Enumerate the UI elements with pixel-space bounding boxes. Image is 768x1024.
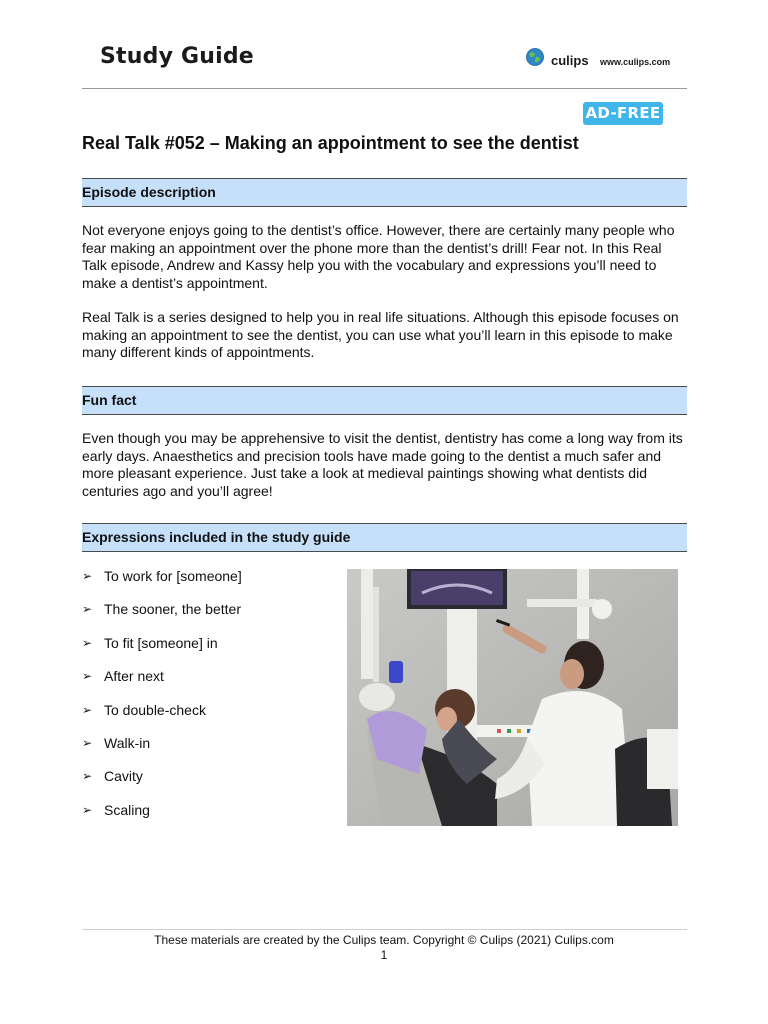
section-header-episode-description [82,178,687,207]
list-item [82,733,332,766]
logo-url[interactable]: www.culips.com [600,57,671,67]
header-divider [82,88,687,89]
dentist-photo [347,569,678,826]
arrowhead-bullet-icon: ➢ [82,769,93,784]
section-header-expressions [82,523,687,552]
episode-description-paragraph-2: Real Talk is a series designed to help you in real life situations. Although this episode focuses on making an appointment to see the dentist, you can use what you’ll learn in this episode to make many different kinds of appointments. [82,309,679,361]
arrowhead-bullet-icon: ➢ [82,569,93,583]
logo-text: culips [551,53,589,68]
list-item [82,766,332,799]
expression-label: To fit [someone] in [104,634,218,651]
footer-divider [82,929,687,930]
episode-description-paragraph-1: Not everyone enjoys going to the dentist’s office. However, there are certainly many people who fear making an appointment over the phone more than the dentist’s drill! Fear not. In this Real Talk episode, Andrew and Kassy help you with the vocabulary and expressions you’ll need to make a dentist’s appointment. [82,222,675,291]
document-title: Real Talk #052 – Making an appointment to see the dentist [82,133,579,153]
list-item [82,599,332,632]
expression-label: Scaling [104,801,150,818]
arrowhead-bullet-icon: ➢ [82,669,93,684]
footer-copyright: These materials are created by the Culips team. Copyright © Culips (2021) Culips.com [154,933,614,947]
expression-label: The sooner, the better [104,601,241,618]
arrowhead-bullet-icon: ➢ [82,702,93,717]
list-item [82,633,332,666]
list-item [82,700,332,733]
section-heading: Fun fact [82,392,137,408]
arrowhead-bullet-icon: ➢ [82,735,93,750]
expression-label: After next [104,668,164,685]
list-item [82,800,332,833]
header-title: Study Guide [100,44,254,69]
section-header-fun-fact [82,386,687,415]
list-item [82,566,332,599]
expression-label: Cavity [104,768,143,785]
section-heading: Episode description [82,184,216,200]
expression-label: Walk-in [104,734,151,751]
fun-fact-paragraph: Even though you may be apprehensive to visit the dentist, dentistry has come a long way from its early days. Anaesthetics and precision tools have made going to the dentist a much safer and more pleasant experience. Just take a look at medieval paintings showing what dentists did centuries ago and you’ll agree! [82,430,683,499]
ad-free-badge: AD-FREE [583,102,663,125]
globe-icon [526,48,544,66]
expression-label: To work for [someone] [104,568,242,584]
list-item [82,666,332,699]
section-heading: Expressions included in the study guide [82,529,351,545]
arrowhead-bullet-icon: ➢ [82,802,93,817]
expressions-list [82,566,332,833]
expression-label: To double-check [104,701,206,718]
arrowhead-bullet-icon: ➢ [82,635,93,650]
page-number: 1 [380,948,388,962]
arrowhead-bullet-icon: ➢ [82,602,93,617]
